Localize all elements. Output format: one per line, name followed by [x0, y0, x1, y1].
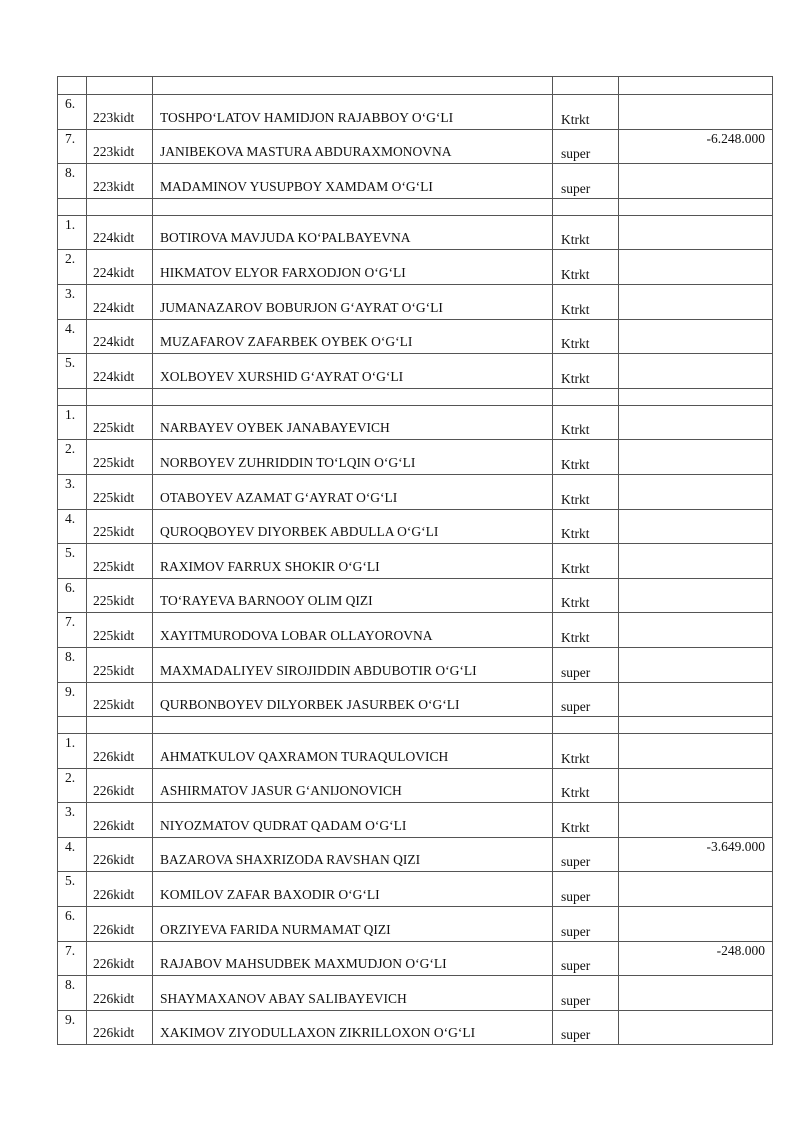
- empty-cell: [87, 198, 153, 215]
- row-number: 7.: [65, 130, 76, 146]
- student-name: XAYITMURODOVA LOBAR OLLAYOROVNA: [160, 627, 433, 643]
- row-number-cell: [58, 164, 87, 199]
- table-row: [58, 647, 773, 682]
- amount-value: -3.649.000: [706, 838, 765, 854]
- table-row: [58, 354, 773, 389]
- group-code: 223kidt: [93, 178, 135, 194]
- row-number-cell: [58, 907, 87, 942]
- group-code-cell: [87, 1010, 153, 1045]
- table-row: [58, 284, 773, 319]
- row-number-cell: [58, 872, 87, 907]
- row-number-cell: [58, 250, 87, 285]
- contract-type: Ktrkt: [561, 629, 590, 645]
- student-name-cell: [153, 976, 553, 1011]
- row-number-cell: [58, 509, 87, 544]
- student-name-cell: [153, 474, 553, 509]
- amount-value-cell: [619, 474, 773, 509]
- empty-cell: [58, 717, 87, 734]
- group-code: 225kidt: [93, 558, 135, 574]
- amount-value-cell: [619, 215, 773, 250]
- contract-type: super: [561, 889, 591, 905]
- student-name-cell: [153, 613, 553, 648]
- row-number-cell: [58, 578, 87, 613]
- student-name: XOLBOYEV XURSHID GʻAYRAT OʻGʻLI: [160, 368, 404, 384]
- group-code: 225kidt: [93, 593, 135, 609]
- group-code: 225kidt: [93, 524, 135, 540]
- contract-type-cell: [553, 976, 619, 1011]
- student-name-cell: [153, 405, 553, 440]
- row-number: 6.: [65, 579, 76, 595]
- row-number-cell: [58, 405, 87, 440]
- student-name-cell: [153, 129, 553, 164]
- group-code-cell: [87, 682, 153, 717]
- group-code: 226kidt: [93, 852, 135, 868]
- row-number: 7.: [65, 614, 76, 630]
- empty-cell: [619, 77, 773, 95]
- student-name: QUROQBOYEV DIYORBEK ABDULLA OʻGʻLI: [160, 524, 439, 540]
- row-number-cell: [58, 941, 87, 976]
- contract-type-cell: [553, 1010, 619, 1045]
- contract-type-cell: [553, 440, 619, 475]
- group-code-cell: [87, 613, 153, 648]
- document-page: [57, 76, 772, 1045]
- empty-cell: [619, 388, 773, 405]
- table-row: [58, 768, 773, 803]
- student-name: NORBOYEV ZUHRIDDIN TOʻLQIN OʻGʻLI: [160, 454, 416, 470]
- amount-value-cell: [619, 647, 773, 682]
- group-code: 226kidt: [93, 956, 135, 972]
- student-name-cell: [153, 682, 553, 717]
- empty-cell: [553, 198, 619, 215]
- row-number-cell: [58, 976, 87, 1011]
- student-name: AHMATKULOV QAXRAMON TURAQULOVICH: [160, 748, 449, 764]
- contract-type: super: [561, 923, 591, 939]
- student-name: QURBONBOYEV DILYORBEK JASURBEK OʻGʻLI: [160, 697, 460, 713]
- student-name: JUMANAZAROV BOBURJON GʻAYRAT OʻGʻLI: [160, 299, 443, 315]
- group-code-cell: [87, 354, 153, 389]
- student-name: OTABOYEV AZAMAT GʻAYRAT OʻGʻLI: [160, 489, 398, 505]
- group-code-cell: [87, 803, 153, 838]
- table-row: [58, 976, 773, 1011]
- contract-type-cell: [553, 682, 619, 717]
- row-number-cell: [58, 284, 87, 319]
- amount-value-cell: [619, 129, 773, 164]
- row-number-cell: [58, 129, 87, 164]
- student-name: NARBAYEV OYBEK JANABAYEVICH: [160, 420, 390, 436]
- group-separator-row: [58, 198, 773, 215]
- student-name-cell: [153, 509, 553, 544]
- student-name: MUZAFAROV ZAFARBEK OYBEK OʻGʻLI: [160, 334, 413, 350]
- table-row: [58, 837, 773, 872]
- contract-type: Ktrkt: [561, 111, 590, 127]
- contract-type-cell: [553, 578, 619, 613]
- contract-type-cell: [553, 544, 619, 579]
- student-name: JANIBEKOVA MASTURA ABDURAXMONOVNA: [160, 144, 452, 160]
- empty-cell: [87, 77, 153, 95]
- group-code-cell: [87, 647, 153, 682]
- amount-value-cell: [619, 803, 773, 838]
- contract-type: Ktrkt: [561, 422, 590, 438]
- table-row: [58, 164, 773, 199]
- table-row: [58, 872, 773, 907]
- contract-type: super: [561, 664, 591, 680]
- student-name-cell: [153, 95, 553, 130]
- row-number: 2.: [65, 441, 76, 457]
- group-code: 226kidt: [93, 783, 135, 799]
- row-number: 5.: [65, 355, 76, 371]
- contract-type-cell: [553, 164, 619, 199]
- student-name: BAZAROVA SHAXRIZODA RAVSHAN QIZI: [160, 852, 421, 868]
- student-name: HIKMATOV ELYOR FARXODJON OʻGʻLI: [160, 264, 406, 280]
- row-number-cell: [58, 215, 87, 250]
- table-row: [58, 1010, 773, 1045]
- amount-value-cell: [619, 578, 773, 613]
- empty-cell: [153, 717, 553, 734]
- table-row: [58, 319, 773, 354]
- amount-value-cell: [619, 682, 773, 717]
- group-code: 226kidt: [93, 921, 135, 937]
- contract-type: Ktrkt: [561, 336, 590, 352]
- group-code: 224kidt: [93, 334, 135, 350]
- student-name-cell: [153, 768, 553, 803]
- amount-value-cell: [619, 837, 773, 872]
- amount-value: -6.248.000: [706, 130, 765, 146]
- student-name-cell: [153, 647, 553, 682]
- empty-cell: [553, 77, 619, 95]
- student-name: KOMILOV ZAFAR BAXODIR OʻGʻLI: [160, 887, 380, 903]
- row-number: 8.: [65, 165, 76, 181]
- student-name-cell: [153, 440, 553, 475]
- group-code-cell: [87, 250, 153, 285]
- contract-type-cell: [553, 734, 619, 769]
- contract-type: Ktrkt: [561, 301, 590, 317]
- empty-cell: [58, 77, 87, 95]
- group-code: 224kidt: [93, 299, 135, 315]
- group-code: 224kidt: [93, 368, 135, 384]
- group-separator-row: [58, 717, 773, 734]
- row-number: 5.: [65, 545, 76, 561]
- contract-type: super: [561, 146, 591, 162]
- row-number: 4.: [65, 320, 76, 336]
- group-code: 224kidt: [93, 230, 135, 246]
- group-code-cell: [87, 474, 153, 509]
- row-number: 3.: [65, 285, 76, 301]
- table-row: [58, 941, 773, 976]
- student-name: MAXMADALIYEV SIROJIDDIN ABDUBOTIR OʻGʻLI: [160, 662, 477, 678]
- contract-type-cell: [553, 907, 619, 942]
- amount-value-cell: [619, 907, 773, 942]
- contract-type: Ktrkt: [561, 526, 590, 542]
- student-name: RAXIMOV FARRUX SHOKIR OʻGʻLI: [160, 558, 380, 574]
- group-code: 226kidt: [93, 990, 135, 1006]
- empty-cell: [87, 388, 153, 405]
- empty-cell: [87, 717, 153, 734]
- contract-type-cell: [553, 129, 619, 164]
- contract-type: super: [561, 958, 591, 974]
- table-row: [58, 405, 773, 440]
- group-code-cell: [87, 405, 153, 440]
- contract-type: Ktrkt: [561, 750, 590, 766]
- row-number: 4.: [65, 510, 76, 526]
- student-name: ASHIRMATOV JASUR GʻANIJONOVICH: [160, 783, 402, 799]
- contract-type: Ktrkt: [561, 560, 590, 576]
- group-code: 224kidt: [93, 264, 135, 280]
- table-row: [58, 95, 773, 130]
- table-row: [58, 682, 773, 717]
- student-name-cell: [153, 578, 553, 613]
- empty-cell: [58, 198, 87, 215]
- contract-type-cell: [553, 837, 619, 872]
- amount-value-cell: [619, 95, 773, 130]
- row-number-cell: [58, 1010, 87, 1045]
- table-row: [58, 509, 773, 544]
- amount-value-cell: [619, 250, 773, 285]
- contract-type: Ktrkt: [561, 785, 590, 801]
- contract-type: Ktrkt: [561, 266, 590, 282]
- contract-type: super: [561, 180, 591, 196]
- amount-value-cell: [619, 440, 773, 475]
- student-name: BOTIROVA MAVJUDA KOʻPALBAYEVNA: [160, 230, 411, 246]
- contract-type-cell: [553, 941, 619, 976]
- contract-type-cell: [553, 95, 619, 130]
- amount-value-cell: [619, 768, 773, 803]
- empty-cell: [553, 717, 619, 734]
- amount-value-cell: [619, 613, 773, 648]
- group-code-cell: [87, 907, 153, 942]
- contract-type-cell: [553, 215, 619, 250]
- group-code-cell: [87, 837, 153, 872]
- group-code-cell: [87, 872, 153, 907]
- contract-type: super: [561, 992, 591, 1008]
- amount-value-cell: [619, 734, 773, 769]
- contract-type: Ktrkt: [561, 232, 590, 248]
- contract-type-cell: [553, 647, 619, 682]
- empty-cell: [153, 77, 553, 95]
- row-number: 3.: [65, 475, 76, 491]
- table-row: [58, 250, 773, 285]
- empty-cell: [553, 388, 619, 405]
- student-name: TOSHPOʻLATOV HAMIDJON RAJABBOY OʻGʻLI: [160, 109, 454, 125]
- row-number: 5.: [65, 873, 76, 889]
- row-number-cell: [58, 95, 87, 130]
- student-name-cell: [153, 734, 553, 769]
- header-blank-row: [58, 77, 773, 95]
- row-number-cell: [58, 647, 87, 682]
- student-name: RAJABOV MAHSUDBEK MAXMUDJON OʻGʻLI: [160, 956, 447, 972]
- student-name-cell: [153, 319, 553, 354]
- table-row: [58, 613, 773, 648]
- contract-type: super: [561, 854, 591, 870]
- contract-type-cell: [553, 284, 619, 319]
- row-number: 1.: [65, 735, 76, 751]
- row-number-cell: [58, 734, 87, 769]
- student-name-cell: [153, 872, 553, 907]
- group-code-cell: [87, 544, 153, 579]
- amount-value-cell: [619, 872, 773, 907]
- student-name: NIYOZMATOV QUDRAT QADAM OʻGʻLI: [160, 817, 407, 833]
- student-name: ORZIYEVA FARIDA NURMAMAT QIZI: [160, 921, 391, 937]
- row-number-cell: [58, 354, 87, 389]
- group-code-cell: [87, 734, 153, 769]
- group-separator-row: [58, 388, 773, 405]
- group-code: 226kidt: [93, 887, 135, 903]
- contract-type: Ktrkt: [561, 819, 590, 835]
- group-code-cell: [87, 129, 153, 164]
- contract-type-cell: [553, 803, 619, 838]
- table-row: [58, 734, 773, 769]
- student-name-cell: [153, 1010, 553, 1045]
- group-code-cell: [87, 941, 153, 976]
- empty-cell: [619, 198, 773, 215]
- amount-value-cell: [619, 284, 773, 319]
- row-number-cell: [58, 319, 87, 354]
- row-number: 6.: [65, 96, 76, 111]
- contract-type: Ktrkt: [561, 370, 590, 386]
- group-code: 225kidt: [93, 420, 135, 436]
- student-table: [57, 76, 773, 1045]
- row-number: 2.: [65, 769, 76, 785]
- group-code: 225kidt: [93, 697, 135, 713]
- contract-type: super: [561, 699, 591, 715]
- group-code-cell: [87, 95, 153, 130]
- table-row: [58, 215, 773, 250]
- group-code-cell: [87, 164, 153, 199]
- group-code: 225kidt: [93, 489, 135, 505]
- amount-value-cell: [619, 976, 773, 1011]
- contract-type-cell: [553, 509, 619, 544]
- student-name-cell: [153, 215, 553, 250]
- student-name: MADAMINOV YUSUPBOY XAMDAM OʻGʻLI: [160, 178, 433, 194]
- group-code: 226kidt: [93, 748, 135, 764]
- group-code-cell: [87, 319, 153, 354]
- row-number: 3.: [65, 804, 76, 820]
- empty-cell: [153, 388, 553, 405]
- student-name: TOʻRAYEVA BARNOOY OLIM QIZI: [160, 593, 373, 609]
- student-name-cell: [153, 941, 553, 976]
- group-code: 225kidt: [93, 662, 135, 678]
- row-number: 1.: [65, 216, 76, 232]
- amount-value: -248.000: [716, 942, 765, 958]
- row-number-cell: [58, 440, 87, 475]
- contract-type-cell: [553, 613, 619, 648]
- row-number-cell: [58, 682, 87, 717]
- group-code-cell: [87, 578, 153, 613]
- row-number: 8.: [65, 648, 76, 664]
- student-name-cell: [153, 354, 553, 389]
- student-name-cell: [153, 803, 553, 838]
- amount-value-cell: [619, 544, 773, 579]
- contract-type-cell: [553, 405, 619, 440]
- empty-cell: [153, 198, 553, 215]
- group-code-cell: [87, 284, 153, 319]
- contract-type-cell: [553, 768, 619, 803]
- student-name-cell: [153, 250, 553, 285]
- contract-type: Ktrkt: [561, 595, 590, 611]
- group-code-cell: [87, 215, 153, 250]
- contract-type: super: [561, 1027, 591, 1043]
- empty-cell: [619, 717, 773, 734]
- group-code: 223kidt: [93, 109, 135, 125]
- table-row: [58, 544, 773, 579]
- table-row: [58, 474, 773, 509]
- row-number-cell: [58, 474, 87, 509]
- group-code-cell: [87, 509, 153, 544]
- contract-type-cell: [553, 319, 619, 354]
- row-number-cell: [58, 837, 87, 872]
- group-code: 225kidt: [93, 454, 135, 470]
- contract-type-cell: [553, 354, 619, 389]
- student-name-cell: [153, 164, 553, 199]
- table-row: [58, 803, 773, 838]
- row-number-cell: [58, 803, 87, 838]
- amount-value-cell: [619, 164, 773, 199]
- contract-type: Ktrkt: [561, 456, 590, 472]
- table-row: [58, 129, 773, 164]
- student-name: SHAYMAXANOV ABAY SALIBAYEVICH: [160, 990, 407, 1006]
- table-row: [58, 440, 773, 475]
- row-number: 4.: [65, 838, 76, 854]
- contract-type: Ktrkt: [561, 491, 590, 507]
- group-code: 226kidt: [93, 817, 135, 833]
- student-name-cell: [153, 837, 553, 872]
- group-code-cell: [87, 976, 153, 1011]
- row-number: 7.: [65, 942, 76, 958]
- contract-type-cell: [553, 474, 619, 509]
- row-number-cell: [58, 544, 87, 579]
- contract-type-cell: [553, 250, 619, 285]
- row-number: 6.: [65, 908, 76, 924]
- row-number: 2.: [65, 251, 76, 267]
- amount-value-cell: [619, 319, 773, 354]
- amount-value-cell: [619, 509, 773, 544]
- table-row: [58, 578, 773, 613]
- student-name-cell: [153, 544, 553, 579]
- row-number: 9.: [65, 1011, 76, 1027]
- table-body: [58, 77, 773, 1045]
- amount-value-cell: [619, 941, 773, 976]
- row-number: 1.: [65, 406, 76, 422]
- empty-cell: [58, 388, 87, 405]
- row-number: 8.: [65, 977, 76, 993]
- group-code-cell: [87, 440, 153, 475]
- group-code-cell: [87, 768, 153, 803]
- row-number-cell: [58, 768, 87, 803]
- row-number: 9.: [65, 683, 76, 699]
- student-name-cell: [153, 284, 553, 319]
- amount-value-cell: [619, 354, 773, 389]
- group-code: 225kidt: [93, 627, 135, 643]
- row-number-cell: [58, 613, 87, 648]
- table-row: [58, 907, 773, 942]
- amount-value-cell: [619, 1010, 773, 1045]
- student-name: XAKIMOV ZIYODULLAXON ZIKRILLOXON OʻGʻLI: [160, 1025, 476, 1041]
- contract-type-cell: [553, 872, 619, 907]
- amount-value-cell: [619, 405, 773, 440]
- student-name-cell: [153, 907, 553, 942]
- group-code: 226kidt: [93, 1025, 135, 1041]
- group-code: 223kidt: [93, 144, 135, 160]
